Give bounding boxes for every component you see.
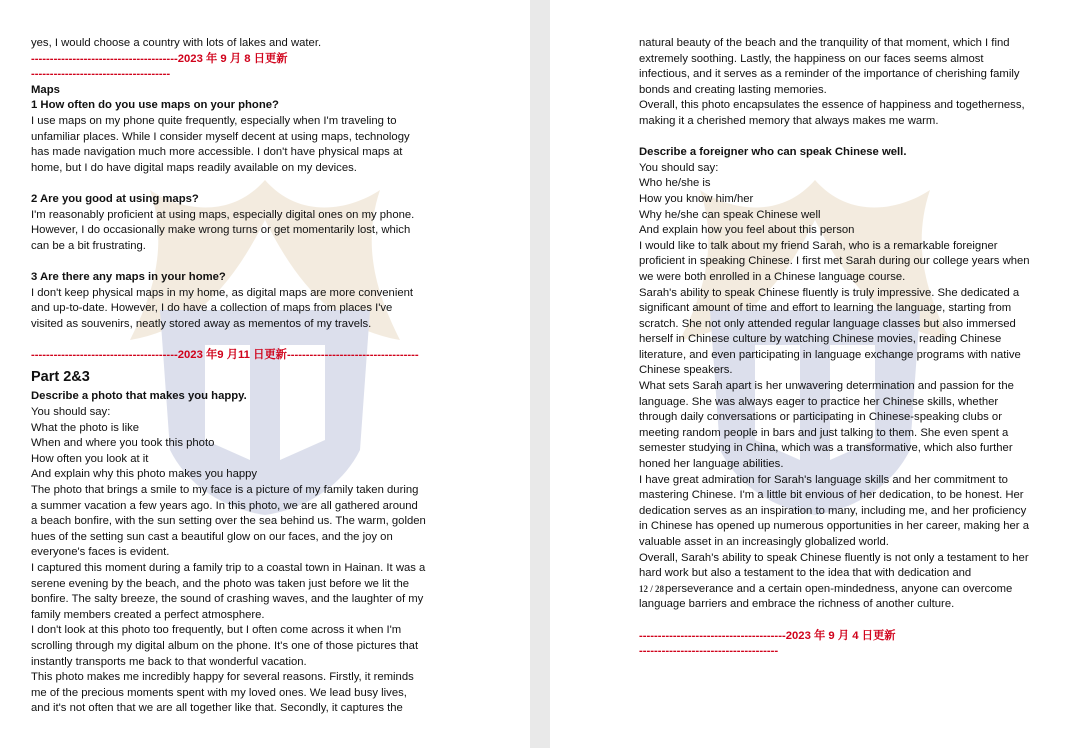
body-line: in Chinese has opened up numerous opportunities in her career, making her a xyxy=(639,520,1029,533)
answer-line: home, but I do have digital maps readily available on my devices. xyxy=(31,161,357,174)
update-divider: ---------------------------------------2023 年 9 月 8 日更新 xyxy=(31,52,288,65)
body-line: dedication serves as an inspiration to many, including me, and her proficiency xyxy=(639,504,1027,517)
topic-title: Describe a photo that makes you happy. xyxy=(31,390,247,403)
body-line: semester studying in China, which was a transformative, which also further xyxy=(639,442,1013,455)
body-line: honed her language abilities. xyxy=(639,458,784,471)
right-text-column xyxy=(639,36,1059,660)
prompt-line: Why he/she can speak Chinese well xyxy=(639,208,821,221)
body-line: Chinese speakers. xyxy=(639,364,733,377)
body-line: I would like to talk about my friend Sarah, who is a remarkable foreigner xyxy=(639,239,998,252)
body-line: and it's not often that we are all together like that. Secondly, it captures the xyxy=(31,702,403,715)
prompt-line: How often you look at it xyxy=(31,452,149,465)
body-line: family members created a perfect atmosphere. xyxy=(31,608,265,621)
body-line: bonds and creating lasting memories. xyxy=(639,83,827,96)
body-line: Overall, Sarah's ability to speak Chinese fluently is not only a testament to her xyxy=(639,551,1029,564)
body-line: I captured this moment during a family trip to a coastal town in Hainan. It was a xyxy=(31,562,426,574)
question-3: 3 Are there any maps in your home? xyxy=(31,270,226,283)
body-line: a summer vacation a few years ago. In this photo, we are all gathered around xyxy=(31,499,418,512)
prompt-line: And explain how you feel about this person xyxy=(639,224,855,237)
body-line: infectious, and it serves as a reminder of the importance of cherishing family xyxy=(639,68,1020,81)
answer-line: I'm reasonably proficient at using maps, especially digital ones on my phone. xyxy=(31,208,415,221)
body-line: a beach bonfire, with the sun setting over the sea behind us. The warm, golden xyxy=(31,515,426,528)
body-line: me of the precious moments spent with my loved ones. We lead busy lives, xyxy=(31,686,407,699)
answer-line: has made navigation much more accessible. I don't have physical maps at xyxy=(31,146,403,159)
answer-line: unfamiliar places. While I consider myself decent at using maps, technology xyxy=(31,130,410,143)
topic-title: Describe a foreigner who can speak Chinese well. xyxy=(639,146,907,159)
body-line: hues of the setting sun cast a beautiful glow on our faces, and the joy on xyxy=(31,530,393,543)
answer-line: and up-to-date. However, I do have a collection of maps from places I've xyxy=(31,302,393,315)
body-line: proficient in speaking Chinese. I first met Sarah during our college years when xyxy=(639,255,1030,268)
prompt-line: What the photo is like xyxy=(31,421,140,434)
body-line: meeting random people in bars and just talking to them. She even spent a xyxy=(639,426,1009,439)
prompt-line: You should say: xyxy=(31,406,111,419)
prompt-line: You should say: xyxy=(639,161,719,174)
body-line: The photo that brings a smile to my face is a picture of my family taken during xyxy=(31,484,419,497)
body-line: I don't look at this photo too frequently, but I often come across it when I'm xyxy=(31,624,402,637)
part-title: Part 2&3 xyxy=(31,369,90,386)
left-text-column xyxy=(31,36,451,717)
answer-line: I use maps on my phone quite frequently, especially when I'm traveling to xyxy=(31,114,397,127)
body-line: valuable asset in an increasingly globalized world. xyxy=(639,536,889,548)
text-line: yes, I would choose a country with lots of lakes and water. xyxy=(31,37,322,49)
body-line: we were both enrolled in a Chinese language course. xyxy=(639,270,906,283)
body-line: scrolling through my digital album on the phone. It's one of those pictures that xyxy=(31,639,419,652)
document-page-right xyxy=(550,0,1080,748)
body-line: herself in Chinese culture by watching Chinese movies, reading Chinese xyxy=(639,333,1002,346)
question-2: 2 Are you good at using maps? xyxy=(31,192,199,205)
divider-line: ------------------------------------- xyxy=(31,68,171,81)
body-line: through daily conversations or participating in Chinese-speaking clubs or xyxy=(639,411,1002,424)
body-line: hard work but also a testament to the idea that with dedication and xyxy=(639,567,972,580)
question-1: 1 How often do you use maps on your phone? xyxy=(31,99,279,112)
body-line: making it a cherished memory that always makes me warm. xyxy=(639,114,939,127)
body-line: Sarah's ability to speak Chinese fluently is truly impressive. She dedicated a xyxy=(639,286,1020,299)
body-line: scratch. She not only attended regular language classes but also immersed xyxy=(639,317,1016,330)
page-number: 12 / 28 xyxy=(639,583,665,594)
prompt-line: When and where you took this photo xyxy=(31,437,215,450)
update-divider: ---------------------------------------2023 年9 月11 日更新----------------------------------- xyxy=(31,348,419,361)
body-line: bonfire. The salty breeze, the sound of crashing waves, and the laughter of my xyxy=(31,593,424,606)
body-line-with-page-number xyxy=(639,582,1059,598)
divider-line: ------------------------------------- xyxy=(639,645,779,658)
body-line: instantly transports me back to that wonderful vacation. xyxy=(31,655,307,668)
body-line: language. She was always eager to practice her Chinese skills, whether xyxy=(639,395,999,408)
body-line: What sets Sarah apart is her unwavering determination and passion for the xyxy=(639,380,1014,393)
body-line: natural beauty of the beach and the tranquility of that moment, which I find xyxy=(639,37,1010,49)
document-page-left xyxy=(0,0,530,748)
body-line: Overall, this photo encapsulates the essence of happiness and togetherness, xyxy=(639,99,1025,112)
answer-line: visited as souvenirs, neatly stored away as mementos of my travels. xyxy=(31,317,372,330)
body-line: serene evening by the beach, and the photo was taken just before we lit the xyxy=(31,577,410,590)
section-title-maps: Maps xyxy=(31,83,60,96)
body-line: literature, and even participating in language exchange programs with native xyxy=(639,348,1021,361)
answer-line: However, I do occasionally make wrong turns or get momentarily lost, which xyxy=(31,224,411,237)
prompt-line: How you know him/her xyxy=(639,192,754,205)
answer-line: can be a bit frustrating. xyxy=(31,239,146,252)
answer-line: I don't keep physical maps in my home, as digital maps are more convenient xyxy=(31,286,414,299)
body-line: significant amount of time and effort to learning the language, starting from xyxy=(639,302,1012,315)
body-line: language barriers and embrace the richness of another culture. xyxy=(639,598,955,611)
prompt-line: And explain why this photo makes you happy xyxy=(31,468,258,481)
body-line: everyone's faces is evident. xyxy=(31,546,170,559)
prompt-line: Who he/she is xyxy=(639,177,711,190)
body-line: I have great admiration for Sarah's language skills and her commitment to xyxy=(639,473,1008,486)
update-divider: ---------------------------------------2023 年 9 月 4 日更新 xyxy=(639,629,896,642)
body-text: perseverance and a certain open-mindedness, anyone can overcome xyxy=(665,582,1013,595)
body-line: mastering Chinese. I'm a little bit envious of her dedication, to be honest. Her xyxy=(639,489,1024,502)
body-line: extremely soothing. Lastly, the happiness on our faces seems almost xyxy=(639,52,984,65)
body-line: This photo makes me incredibly happy for several reasons. Firstly, it reminds xyxy=(31,671,414,684)
